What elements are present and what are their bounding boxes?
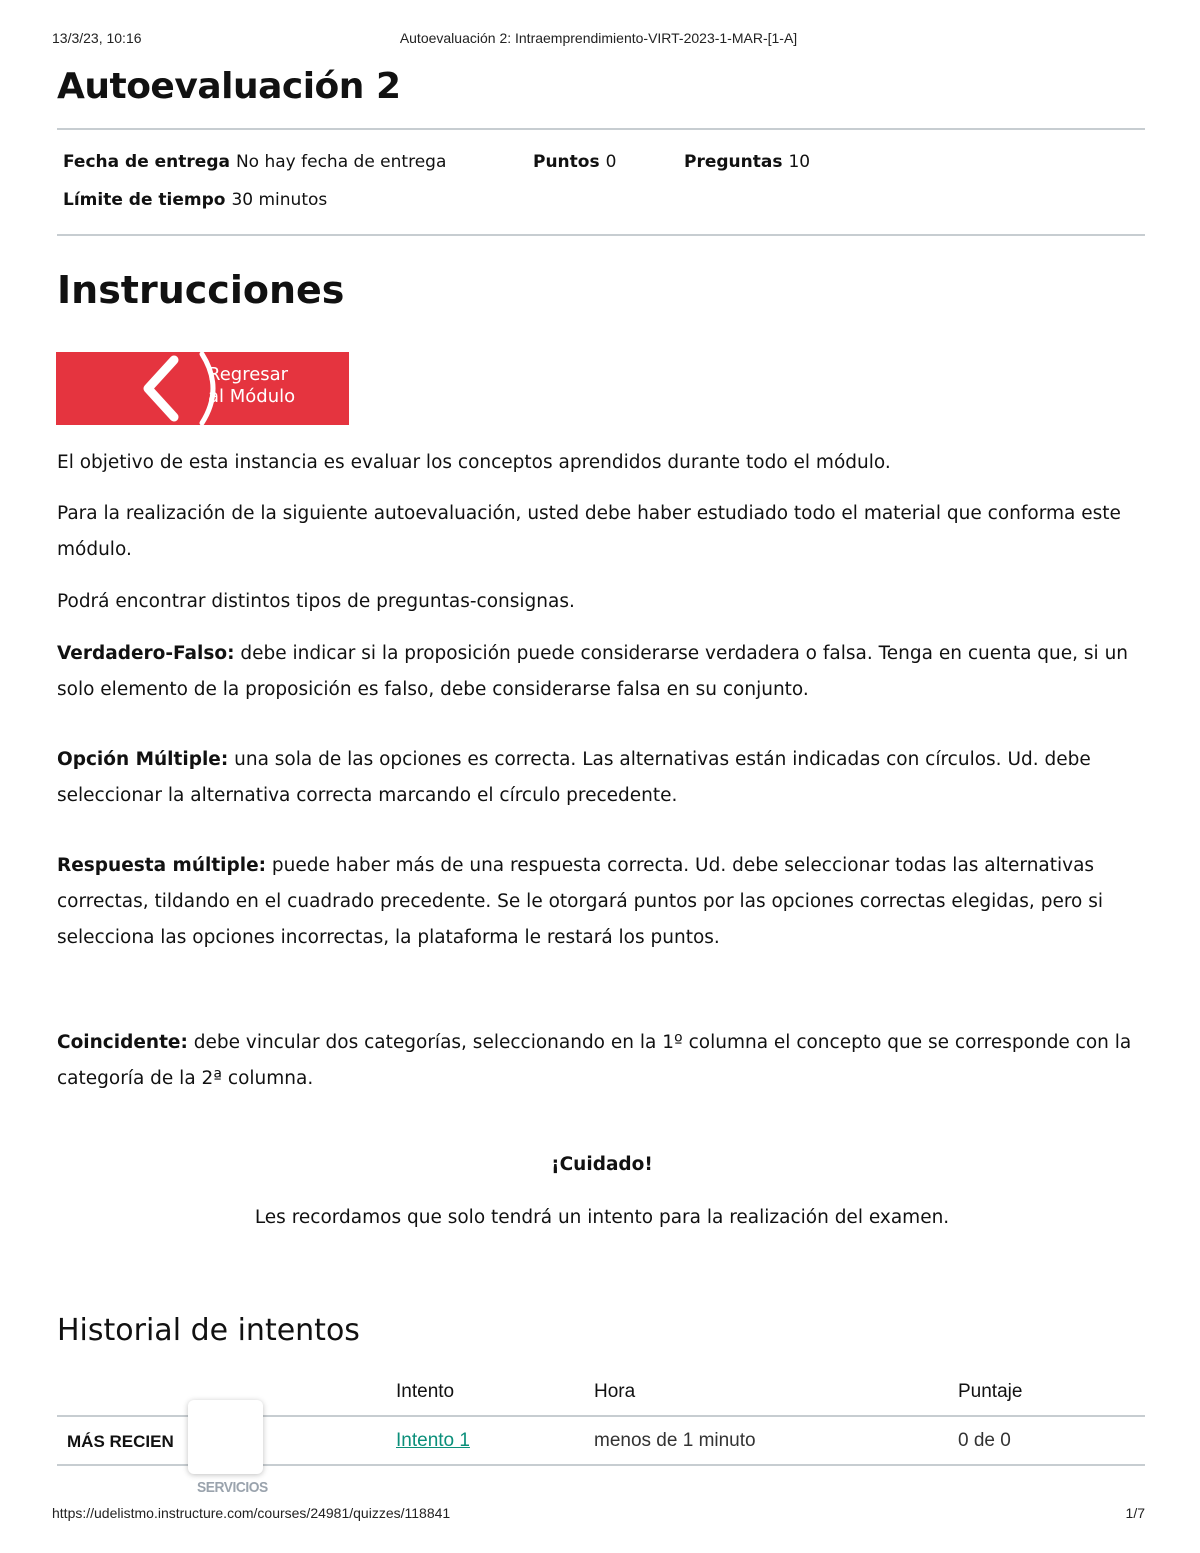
attempt-time: menos de 1 minuto: [594, 1430, 756, 1451]
back-to-module-label: [208, 364, 338, 408]
questions-label: Preguntas: [684, 152, 783, 172]
points: [533, 152, 616, 172]
print-url: https://udelistmo.instructure.com/courses/24981/quizzes/118841: [52, 1505, 451, 1521]
multiple-response-description: [57, 848, 1147, 956]
attempt-score: 0 de 0: [958, 1430, 1011, 1451]
multiple-response-text: puede haber más de una respuesta correcta. Ud. debe seleccionar todas las alternativas correctas, tildando en el cuadrado precedente. Se le otorgará puntos por las opciones correctas elegidas, pero si selecciona las opciones incorrectas, la plataforma le restará los puntos.: [57, 855, 1103, 948]
multiple-response-label: Respuesta múltiple:: [57, 855, 267, 876]
row-label-latest: MÁS RECIEN: [67, 1432, 174, 1451]
questions: [684, 152, 810, 172]
attempt-1-link[interactable]: Intento 1: [396, 1430, 470, 1451]
matching-label: Coincidente:: [57, 1032, 188, 1053]
back-to-module-line1: Regresar: [208, 364, 289, 385]
instructions-title: Instrucciones: [57, 268, 345, 312]
page-title: Autoevaluación 2: [57, 66, 401, 107]
instructions-paragraph: Para la realización de la siguiente autoevaluación, usted debe haber estudiado todo el material que conforma este módulo.: [57, 503, 1121, 560]
multiple-choice-description: [57, 742, 1147, 814]
points-value: 0: [605, 152, 617, 172]
divider: [57, 128, 1145, 130]
due-date: [63, 152, 446, 172]
warning-heading: ¡Cuidado!: [551, 1154, 653, 1175]
print-header: [52, 30, 1145, 52]
back-to-module-line2: al Módulo: [208, 386, 296, 407]
time-limit-label: Límite de tiempo: [63, 190, 226, 210]
instructions-paragraph: Podrá encontrar distintos tipos de preguntas-consignas.: [57, 591, 575, 612]
due-date-value: No hay fecha de entrega: [235, 152, 447, 172]
matching-text: debe vincular dos categorías, seleccionando en la 1º columna el concepto que se corresponde con la categoría de la 2ª columna.: [57, 1032, 1132, 1089]
back-to-module-button[interactable]: [56, 352, 349, 425]
instructions-paragraph: El objetivo de esta instancia es evaluar los conceptos aprendidos durante todo el módulo.: [57, 452, 891, 473]
column-header-time: Hora: [594, 1381, 636, 1402]
multiple-choice-text: una sola de las opciones es correcta. Las alternativas están indicadas con círculos. Ud. debe seleccionar la alternativa correcta marcando el círculo precedente.: [57, 749, 1091, 806]
print-document-title: Autoevaluación 2: Intraemprendimiento-VIRT-2023-1-MAR-[1-A]: [399, 30, 798, 46]
single-attempt-reminder: Les recordamos que solo tendrá un intento para la realización del examen.: [254, 1207, 950, 1228]
page-number: 1/7: [1125, 1505, 1145, 1521]
divider: [57, 234, 1145, 236]
questions-value: 10: [788, 152, 811, 172]
multiple-choice-label: Opción Múltiple:: [57, 749, 229, 770]
print-date: 13/3/23, 10:16: [52, 30, 142, 46]
time-limit: [63, 190, 327, 210]
true-false-text: debe indicar si la proposición puede considerarse verdadera o falsa. Tenga en cuenta que, si un solo elemento de la proposición es falso, debe considerarse falsa en su conjunto.: [57, 643, 1129, 700]
services-widget-label: SERVICIOS: [197, 1479, 268, 1496]
true-false-label: Verdadero-Falso:: [57, 643, 235, 664]
true-false-description: [57, 636, 1147, 708]
attempt-history-title: Historial de intentos: [57, 1313, 360, 1348]
services-widget-button[interactable]: [188, 1400, 263, 1474]
matching-description: [57, 1025, 1147, 1097]
points-label: Puntos: [533, 152, 600, 172]
time-limit-value: 30 minutos: [231, 190, 328, 210]
column-header-attempt: Intento: [396, 1381, 455, 1402]
column-header-score: Puntaje: [958, 1381, 1023, 1402]
print-footer: [52, 1505, 1145, 1527]
due-date-label: Fecha de entrega: [63, 152, 230, 172]
